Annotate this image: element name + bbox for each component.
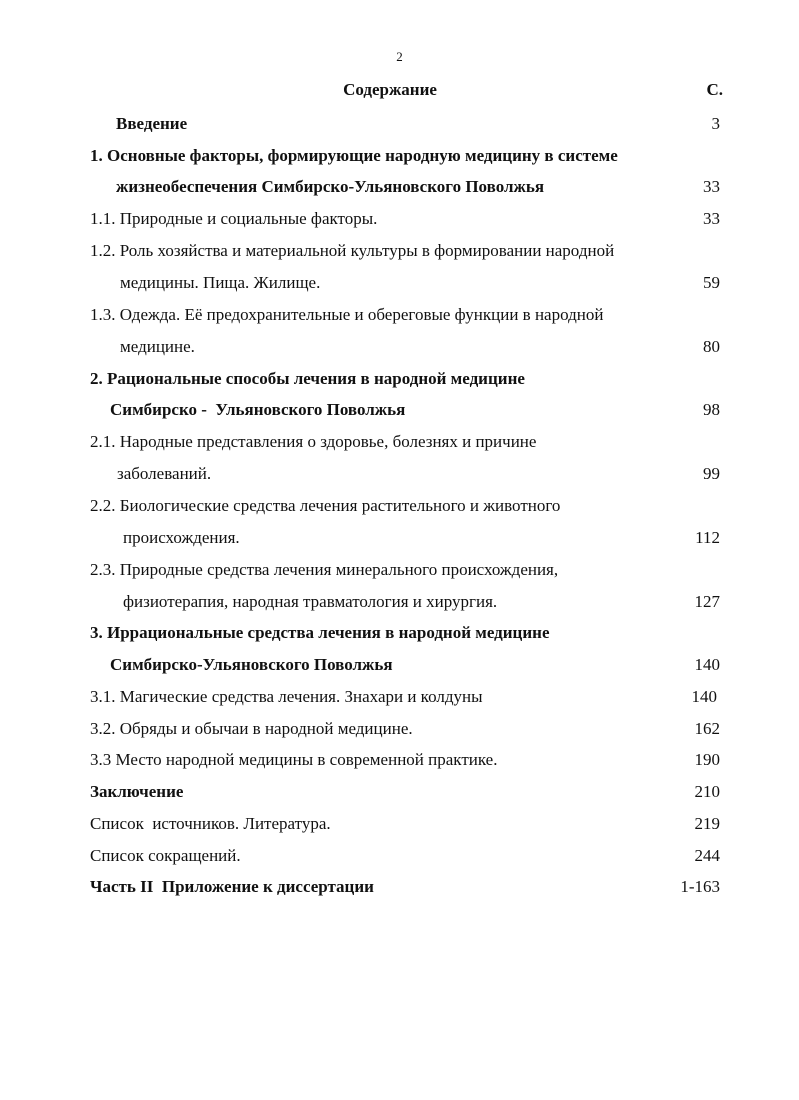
toc-entry-chapter-1 xyxy=(0,141,799,171)
toc-entry-page: 140 xyxy=(691,687,717,706)
toc-entry-section-1-1 xyxy=(0,204,799,234)
toc-entry-page: 33 xyxy=(703,177,720,196)
toc-entry-text: 1.2. Роль хозяйства и материальной культуры в формировании народной xyxy=(90,241,615,260)
toc-entry-text: Симбирско-Ульяновского Поволжья xyxy=(110,655,393,674)
toc-entry-text: 2.1. Народные представления о здоровье, болезнях и причине xyxy=(90,432,537,451)
toc-entry-conclusion xyxy=(0,777,799,807)
page-number: 2 xyxy=(396,49,403,64)
toc-entry-text: Симбирско - Ульяновского Поволжья xyxy=(110,400,406,419)
toc-entry-page: 98 xyxy=(703,400,720,419)
toc-entry-text: Список источников. Литература. xyxy=(90,814,331,833)
toc-entry-text: Введение xyxy=(116,114,188,133)
toc-entry-text: 3. Иррациональные средства лечения в народной медицине xyxy=(90,623,550,642)
toc-entry-chapter-1-cont xyxy=(0,172,799,202)
toc-entry-section-2-2 xyxy=(0,491,799,521)
toc-entry-text: жизнеобеспечения Симбирско-Ульяновского Поволжья xyxy=(116,177,545,196)
toc-entry-section-2-3 xyxy=(0,555,799,585)
toc-entry-text: 1.1. Природные и социальные факторы. xyxy=(90,209,378,228)
toc-entry-page: 99 xyxy=(703,464,720,483)
toc-entry-sources xyxy=(0,809,799,839)
toc-entry-text: медицине. xyxy=(120,337,195,356)
toc-entry-section-2-1 xyxy=(0,427,799,457)
toc-entry-page: 219 xyxy=(694,814,720,833)
toc-entry-chapter-3 xyxy=(0,618,799,648)
toc-entry-chapter-3-cont xyxy=(0,650,799,680)
toc-entry-section-3-3 xyxy=(0,745,799,775)
toc-entry-text: 1.3. Одежда. Её предохранительные и обереговые функции в народной xyxy=(90,305,604,324)
toc-entry-page: 3 xyxy=(711,114,720,133)
toc-entry-section-1-3 xyxy=(0,300,799,330)
toc-entry-page: 80 xyxy=(703,337,720,356)
toc-entry-section-1-2 xyxy=(0,236,799,266)
toc-entry-text: 2. Рациональные способы лечения в народной медицине xyxy=(90,369,525,388)
toc-entry-page: 190 xyxy=(694,750,720,769)
toc-entry-introduction xyxy=(0,109,799,139)
toc-entry-page: 140 xyxy=(694,655,720,674)
toc-entry-text: 3.3 Место народной медицины в современной практике. xyxy=(90,750,498,769)
toc-entry-abbreviations xyxy=(0,841,799,871)
toc-entry-section-2-1-cont xyxy=(0,459,799,489)
toc-entry-text: 3.2. Обряды и обычаи в народной медицине. xyxy=(90,719,413,738)
toc-entry-page: 33 xyxy=(703,209,720,228)
page-column-label: С. xyxy=(706,80,723,99)
toc-entry-page: 112 xyxy=(695,528,720,547)
toc-entry-section-2-3-cont xyxy=(0,587,799,617)
toc-entry-section-1-3-cont xyxy=(0,332,799,362)
toc-entry-section-3-2 xyxy=(0,714,799,744)
toc-entry-text: 2.3. Природные средства лечения минерального происхождения, xyxy=(90,560,559,579)
toc-entry-text: 3.1. Магические средства лечения. Знахари и колдуны xyxy=(90,687,483,706)
toc-heading: Содержание xyxy=(343,80,437,99)
toc-entry-text: Список сокращений. xyxy=(90,846,241,865)
toc-entry-part-2 xyxy=(0,872,799,902)
toc-entry-text: заболеваний. xyxy=(117,464,212,483)
toc-entry-text: физиотерапия, народная травматология и хирургия. xyxy=(123,592,498,611)
toc-entry-text: Заключение xyxy=(90,782,184,801)
toc-entry-page: 127 xyxy=(694,592,720,611)
toc-entry-section-3-1 xyxy=(0,682,799,712)
toc-entry-section-1-2-cont xyxy=(0,268,799,298)
toc-entry-text: происхождения. xyxy=(123,528,240,547)
toc-entry-text: 2.2. Биологические средства лечения растительного и животного xyxy=(90,496,561,515)
toc-entry-page: 244 xyxy=(694,846,720,865)
toc-entry-page: 59 xyxy=(703,273,720,292)
toc-entry-chapter-2-cont xyxy=(0,395,799,425)
toc-entry-text: медицины. Пища. Жилище. xyxy=(120,273,321,292)
toc-entry-page: 1-163 xyxy=(680,877,720,896)
toc-entry-section-2-2-cont xyxy=(0,523,799,553)
toc-entry-text: Часть II Приложение к диссертации xyxy=(90,877,374,896)
toc-entry-page: 162 xyxy=(694,719,720,738)
toc-entry-text: 1. Основные факторы, формирующие народную медицину в системе xyxy=(90,146,618,165)
toc-entry-page: 210 xyxy=(694,782,720,801)
toc-entry-chapter-2 xyxy=(0,364,799,394)
